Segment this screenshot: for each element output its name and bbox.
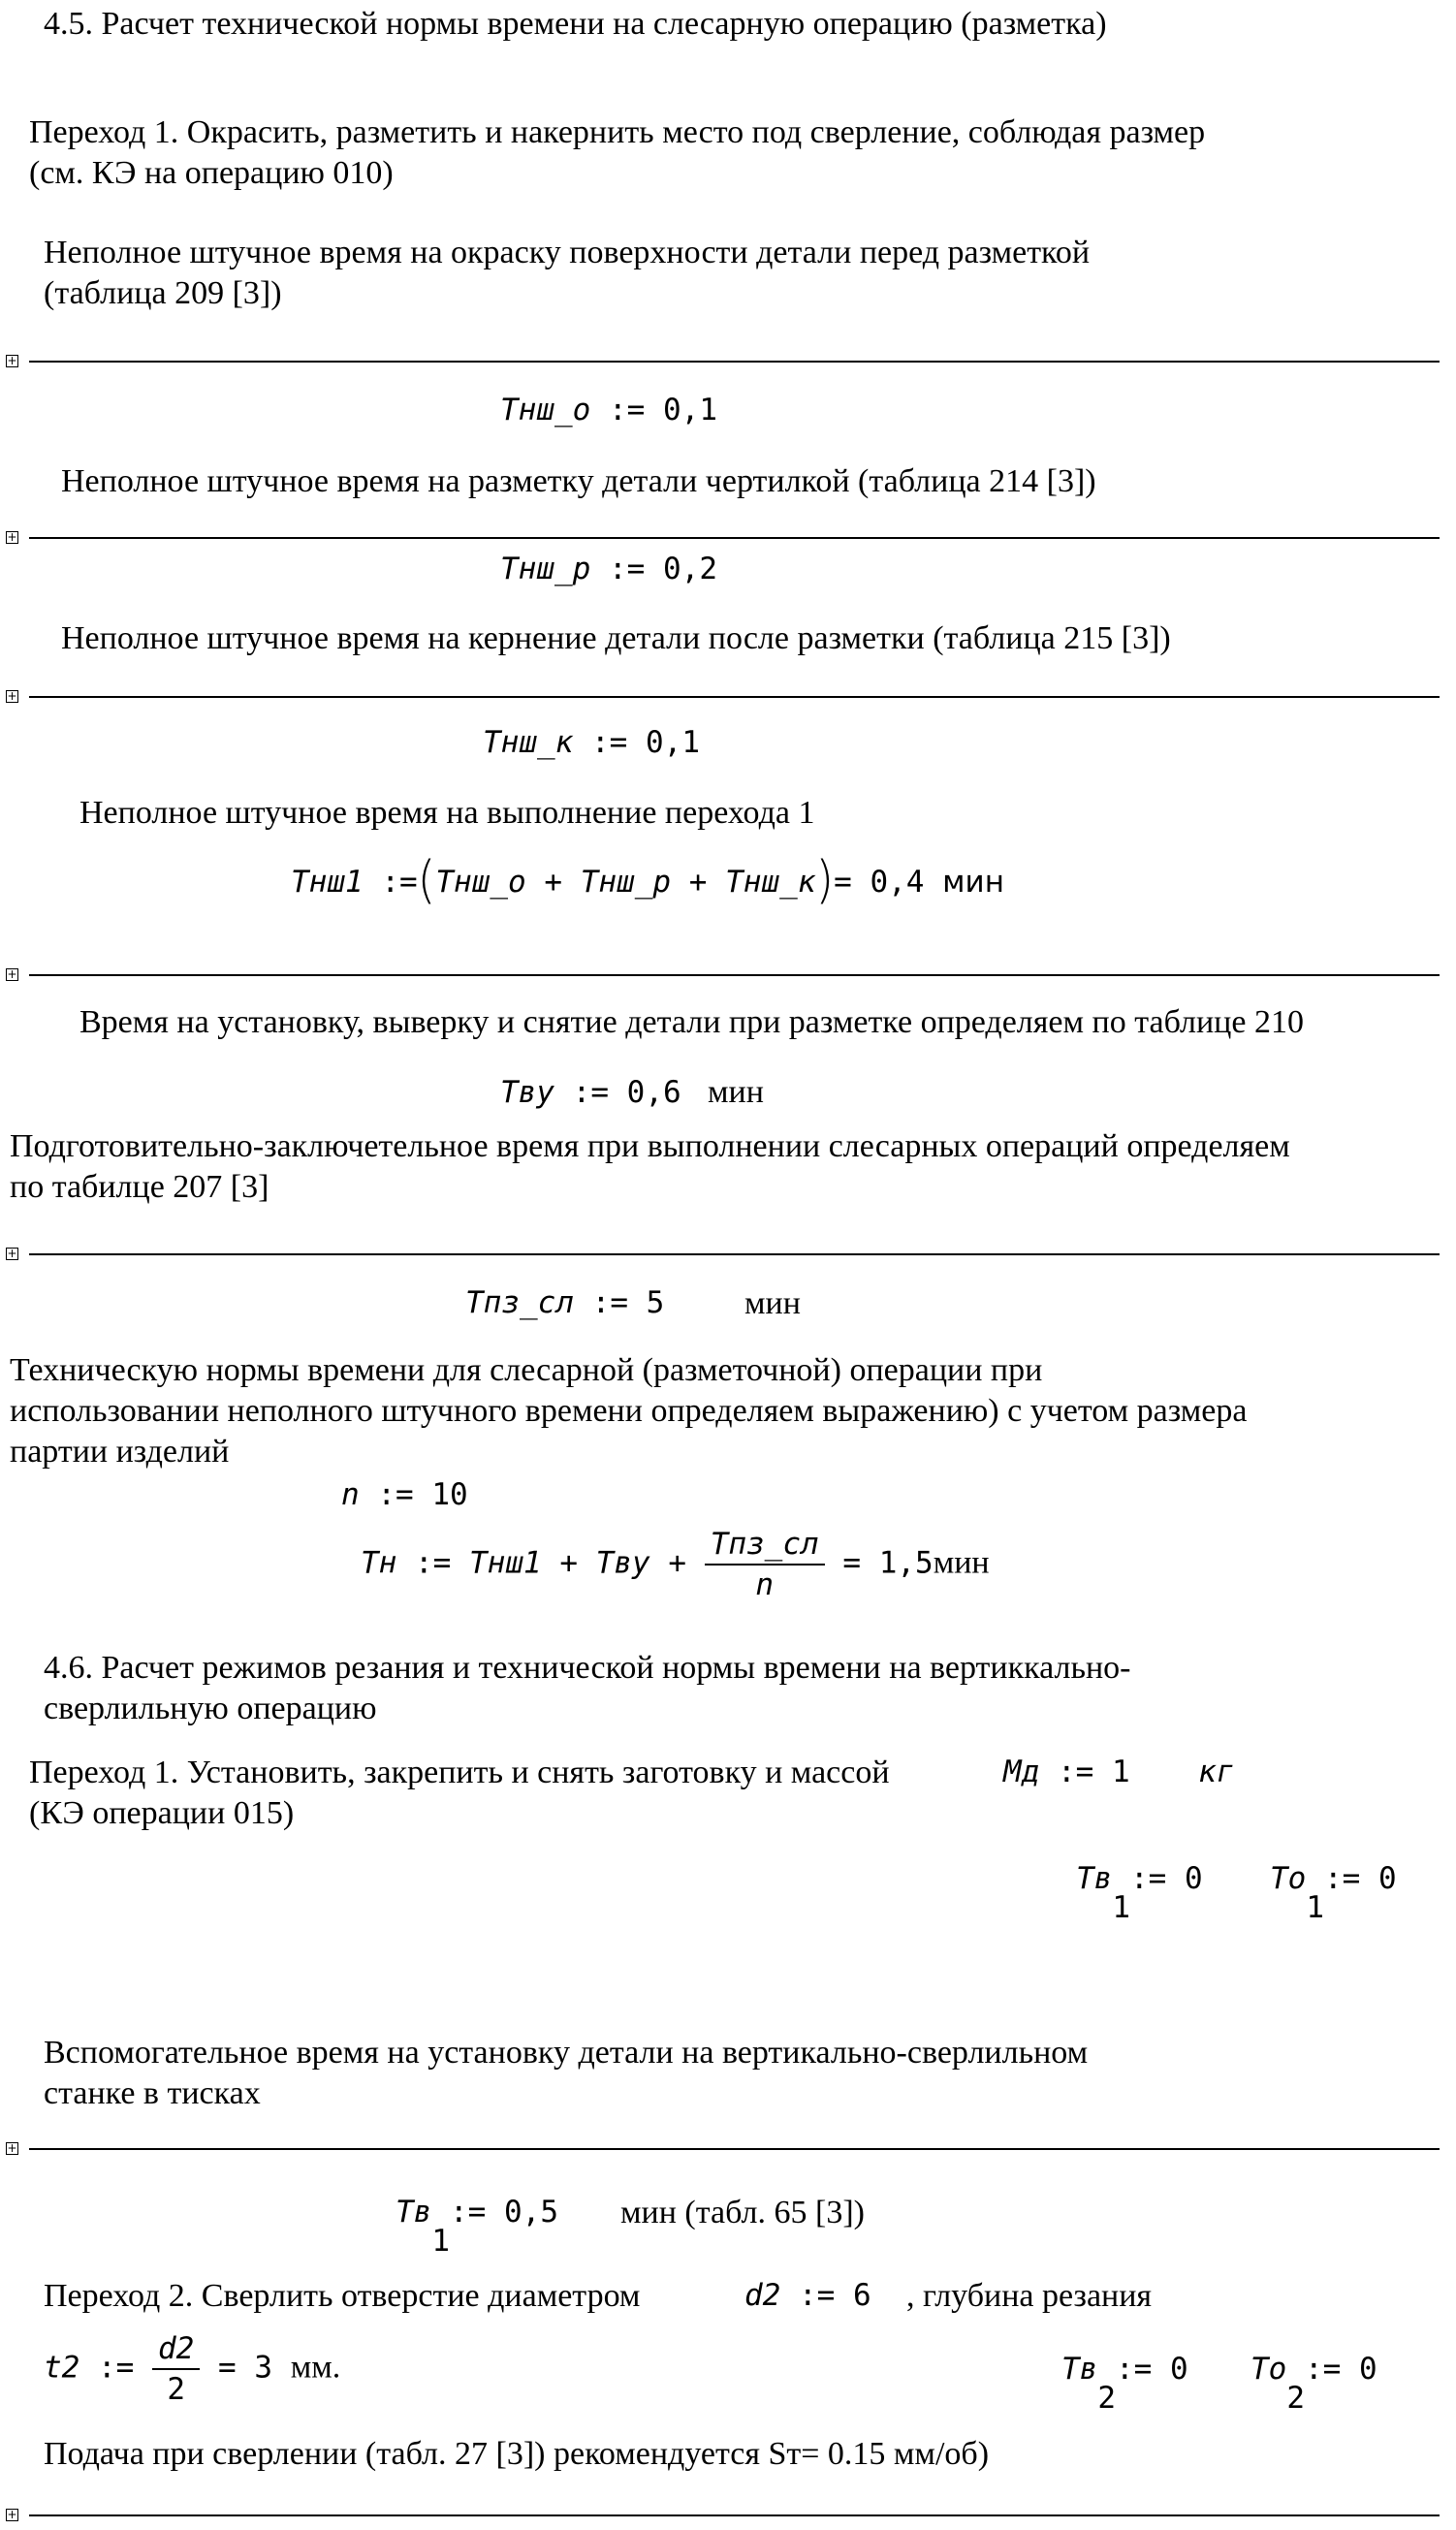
section-title-4-5: 4.5. Расчет технической нормы времени на слесарную операцию (разметка): [44, 6, 1107, 42]
tv1-note: мин (табл. 65 [3]): [620, 2195, 865, 2230]
formula-d2[interactable]: d2 := 6: [744, 2278, 871, 2313]
norm-text-line3: партии изделий: [10, 1434, 230, 1470]
formula-tnsh-o[interactable]: Тнш_o := 0,1: [500, 393, 717, 427]
region-expand-icon[interactable]: +: [7, 1247, 17, 1260]
exec-time-text: Неполное штучное время на выполнение перехода 1: [79, 795, 815, 831]
formula-tpz[interactable]: Тпз_сл := 5: [465, 1285, 665, 1320]
norm-text-line2: использовании неполного штучного времени определяем выражению) с учетом размера: [10, 1393, 1248, 1429]
formula-tnsh-k[interactable]: Тнш_к := 0,1: [483, 725, 700, 760]
formula-to2-zero[interactable]: То2:= 0: [1250, 2352, 1377, 2416]
tvu-unit: мин: [708, 1074, 764, 1110]
feed-text: Подача при сверлении (табл. 27 [3]) рекомендуется Sт= 0.15 мм/об): [44, 2436, 990, 2472]
depth-text: , глубина резания: [906, 2278, 1153, 2314]
region-separator: [29, 696, 1440, 698]
region-separator: [29, 361, 1440, 363]
region-separator: [29, 2148, 1440, 2150]
section-title-4-6-line2: сверлильную операцию: [44, 1691, 377, 1726]
section-title-4-6-line1: 4.6. Расчет режимов резания и технической нормы времени на вертиккально-: [44, 1650, 1131, 1686]
step1-ref-text: (КЭ операции 015): [29, 1795, 295, 1831]
region-expand-icon[interactable]: +: [7, 354, 17, 367]
formula-tnsh-p[interactable]: Тнш_р := 0,2: [500, 552, 717, 586]
region-expand-icon[interactable]: +: [7, 530, 17, 544]
region-separator: [29, 2514, 1440, 2516]
marking-time-text: Неполное штучное время на разметку детали чертилкой (таблица 214 [3]): [61, 463, 1096, 499]
step1-install-text: Переход 1. Установить, закрепить и снять заготовку и массой: [29, 1755, 890, 1790]
formula-tn[interactable]: Тн := Тнш1 + Твy + $\frac{\text{Тпз\_сл}}{n}$ = 1,5мин: [361, 1527, 990, 1602]
aux-time-text-line2: станке в тисках: [44, 2075, 261, 2111]
formula-n[interactable]: n := 10: [341, 1477, 468, 1512]
fraction-tpz-over-n: $\frac{\text{Тпз\_сл}}{n}$: [705, 1525, 825, 1604]
region-expand-icon[interactable]: +: [7, 689, 17, 703]
aux-time-text-line1: Вспомогательное время на установку детали на вертикально-сверлильном: [44, 2035, 1089, 2071]
tpz-unit: мин: [744, 1285, 801, 1321]
region-separator: [29, 1253, 1440, 1255]
region-separator: [29, 537, 1440, 539]
prep-time-text-line2: по табилце 207 [3]: [10, 1169, 269, 1205]
formula-md[interactable]: Мд := 1: [1003, 1755, 1130, 1789]
punching-time-text: Неполное штучное время на кернение детали после разметки (таблица 215 [3]): [61, 620, 1171, 656]
step2-text: Переход 2. Сверлить отверстие диаметром: [44, 2278, 641, 2314]
step1-description-line1: Переход 1. Окрасить, разметить и накернить место под сверление, соблюдая размер: [29, 114, 1206, 150]
formula-tv2-zero[interactable]: Тв2:= 0: [1061, 2352, 1188, 2416]
region-expand-icon[interactable]: +: [7, 967, 17, 981]
fraction-d2-over-2: $\frac{d2}{2}$: [152, 2329, 200, 2409]
step1-description-line2: (см. КЭ на операцию 010): [29, 155, 394, 191]
setup-time-text: Время на установку, выверку и снятие детали при разметке определяем по таблице 210: [79, 1004, 1304, 1040]
region-expand-icon[interactable]: +: [7, 2508, 17, 2521]
region-separator: [29, 974, 1440, 976]
formula-t2[interactable]: t2 := $\frac{d2}{2}$ = 3 мм.: [44, 2331, 341, 2407]
formula-to1-zero[interactable]: То1:= 0: [1270, 1861, 1397, 1925]
formula-tv1-zero[interactable]: Тв1:= 0: [1076, 1861, 1203, 1925]
paint-time-text-line2: (таблица 209 [3]): [44, 275, 282, 311]
paint-time-text-line1: Неполное штучное время на окраску поверхности детали перед разметкой: [44, 235, 1091, 270]
formula-tnsh1[interactable]: Тнш1 :=(Тнш_o + Тнш_р + Тнш_к)= 0,4 мин: [291, 850, 1004, 910]
formula-tv1-value[interactable]: Тв1:= 0,5: [396, 2195, 558, 2259]
prep-time-text-line1: Подготовительно-заключетельное время при выполнении слесарных операций определяем: [10, 1128, 1290, 1164]
norm-text-line1: Техническую нормы времени для слесарной (разметочной) операции при: [10, 1352, 1043, 1388]
region-expand-icon[interactable]: +: [7, 2141, 17, 2155]
kg-unit: кг: [1198, 1755, 1235, 1789]
formula-tvu[interactable]: Твy := 0,6: [500, 1075, 681, 1110]
